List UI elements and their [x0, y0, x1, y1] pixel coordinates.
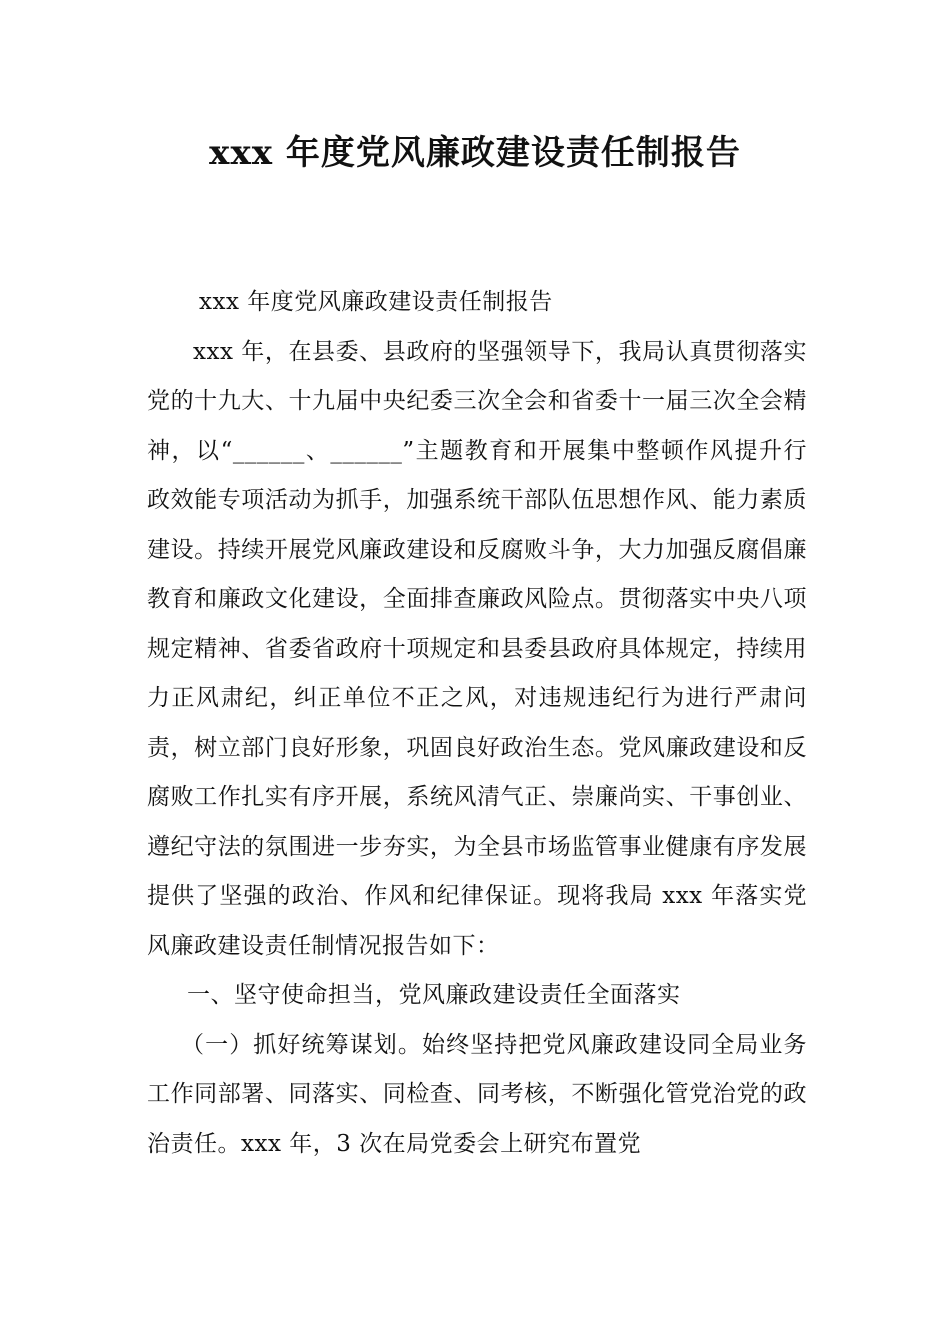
- section-heading: 一、坚守使命担当，党风廉政建设责任全面落实: [187, 982, 681, 1008]
- document-body: [147, 278, 807, 1169]
- intro-paragraph: xxx 年，在县委、县政府的坚强领导下，我局认真贯彻落实党的十九大、十九届中央纪委三次全会和省委十一届三次全会精神，以“______、______”主题教育和开展集中整顿作风提升行政效能专项活动为抓手，加强系统干部队伍思想作风、能力素质建设。持续开展党风廉政建设和反腐败斗争，大力加强反腐倡廉教育和廉政文化建设，全面排查廉政风险点。贯彻落实中央八项规定精神、省委省政府十项规定和县委县政府具体规定，持续用力正风肃纪，纠正单位不正之风，对违规违纪行为进行严肃问责，树立部门良好形象，巩固良好政治生态。党风廉政建设和反腐败工作扎实有序开展，系统风清气正、崇廉尚实、干事创业、遵纪守法的氛围进一步夯实，为全县市场监管事业健康有序发展提供了坚强的政治、作风和纪律保证。现将我局 xxx 年落实党风廉政建设责任制情况报告如下：: [147, 338, 807, 959]
- document-title: xxx 年度党风廉政建设责任制报告: [209, 133, 741, 173]
- subsection-paragraph: （一）抓好统筹谋划。始终坚持把党风廉政建设同全局业务工作同部署、同落实、同检查、同考核，不断强化管党治党的政治责任。xxx 年，3 次在局党委会上研究布置党: [147, 1031, 807, 1157]
- document-subtitle: xxx 年度党风廉政建设责任制报告: [199, 289, 553, 315]
